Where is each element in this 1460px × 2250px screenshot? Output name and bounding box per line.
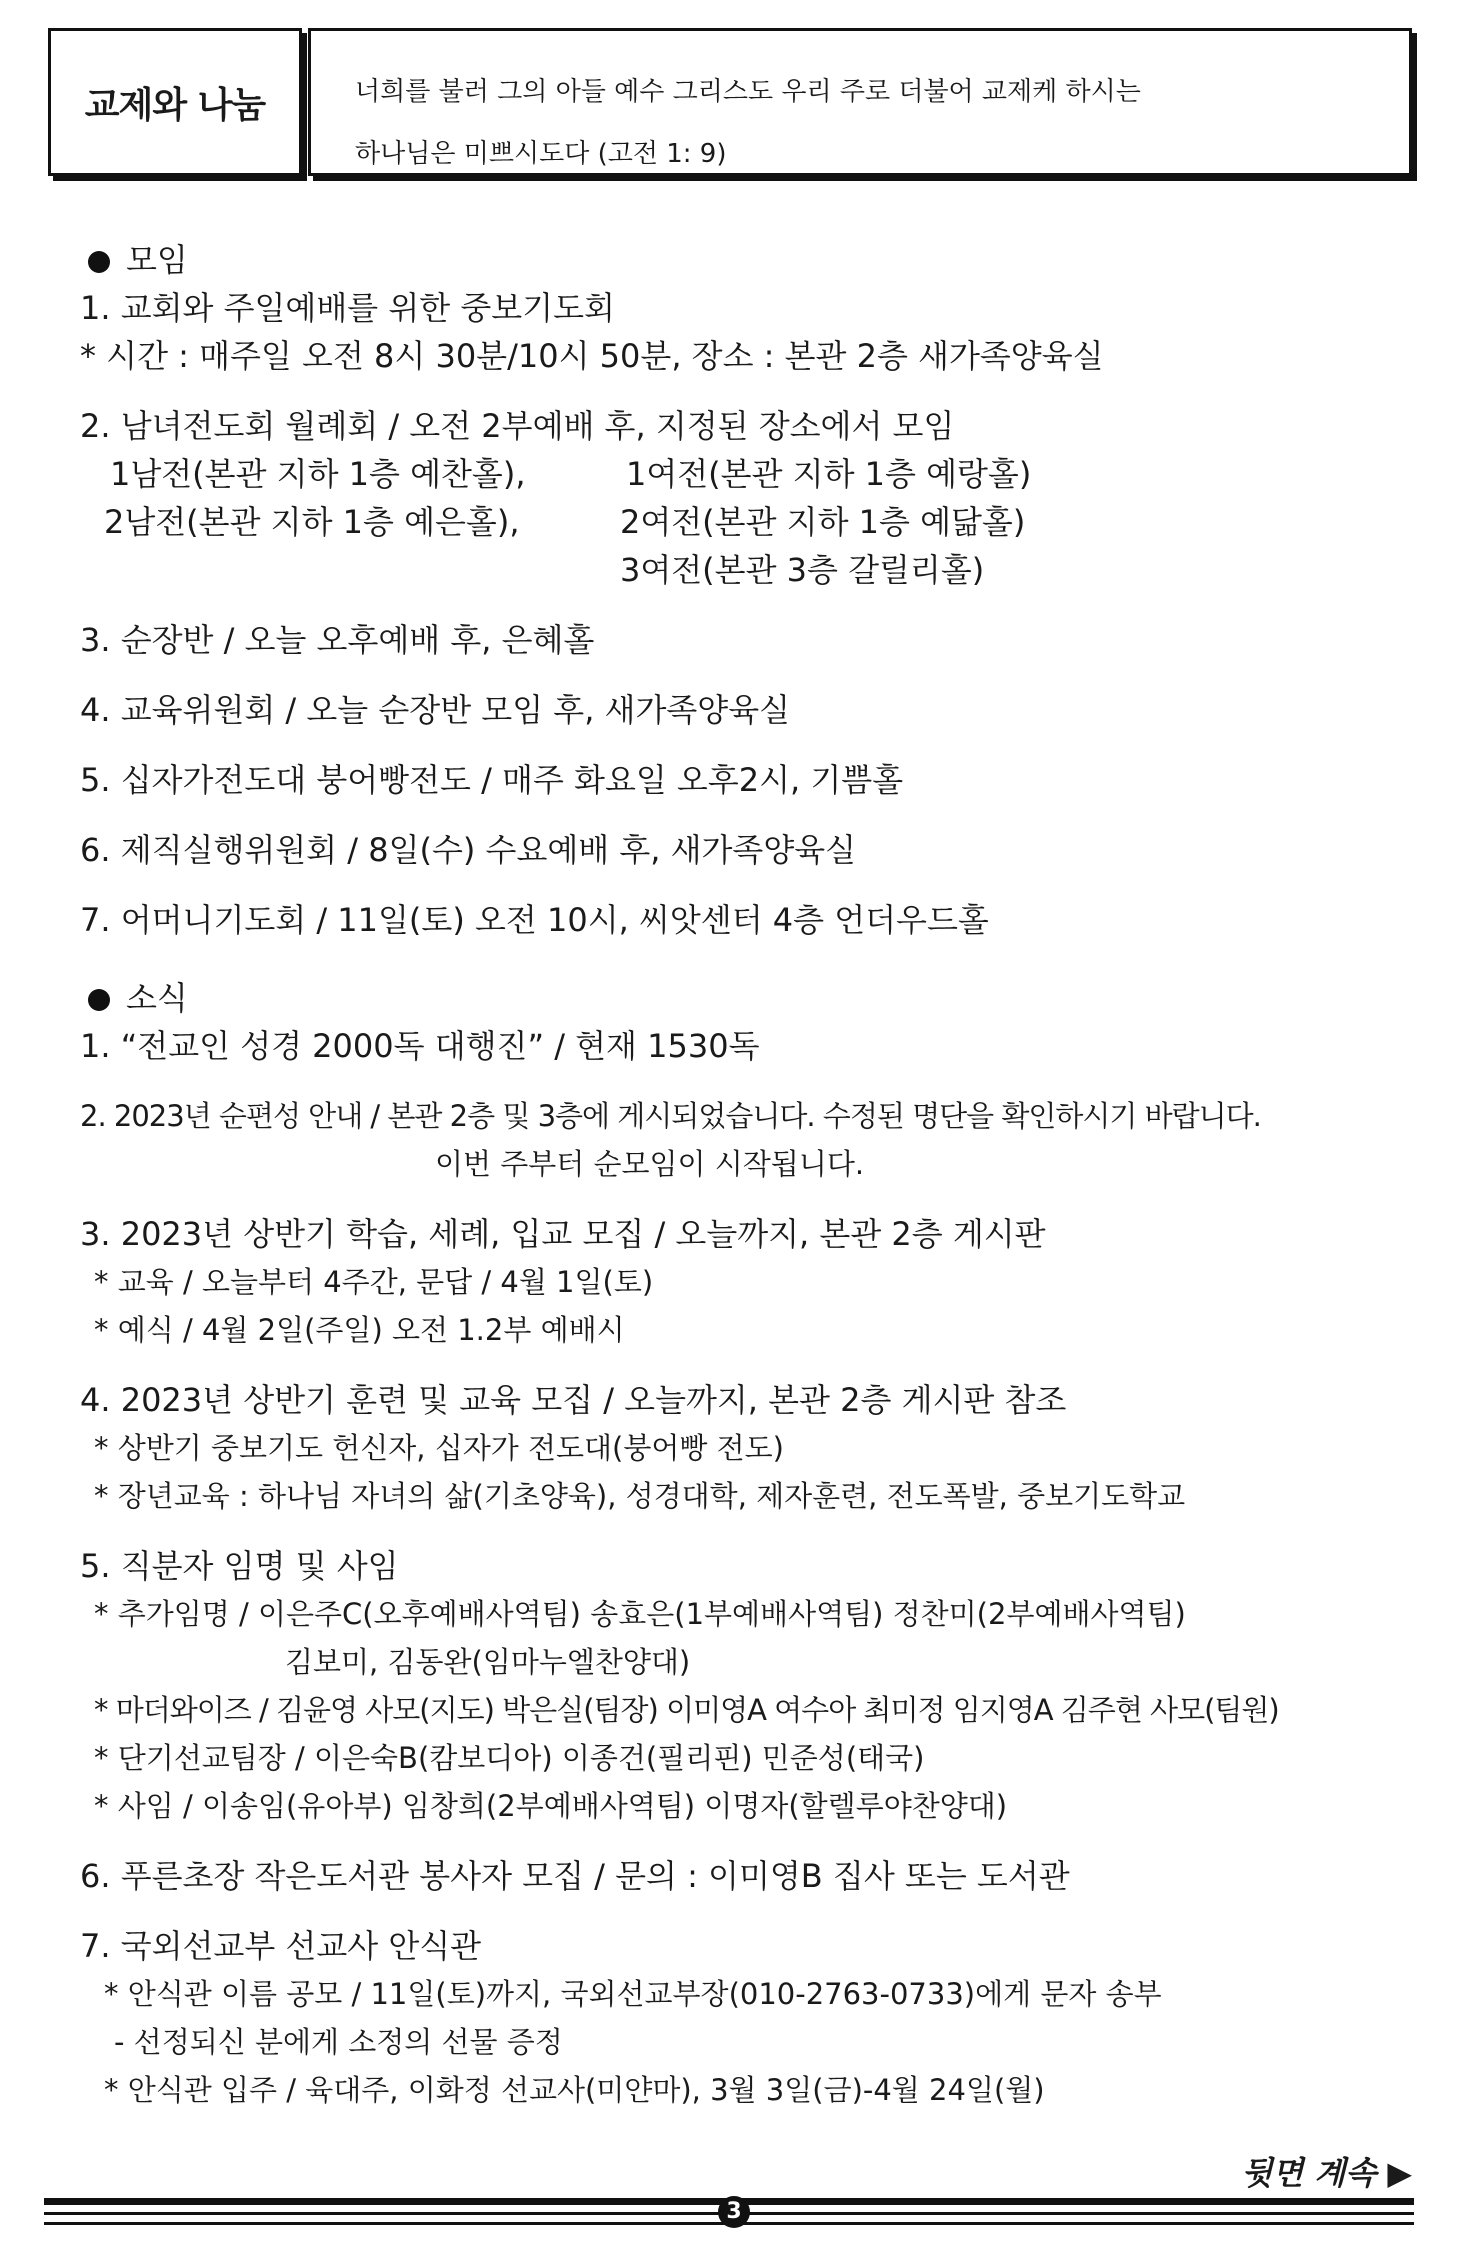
meeting-item-1-detail: * 시간 : 매주일 오전 8시 30분/10시 50분, 장소 : 본관 2층 새가족양육실 <box>80 337 1104 375</box>
news-item-2: 2. 2023년 순편성 안내 / 본관 2층 및 3층에 게시되었습니다. 수정된 명단을 확인하시기 바랍니다. <box>80 1099 1261 1133</box>
news-item-5: 5. 직분자 임명 및 사임 <box>80 1547 399 1585</box>
meeting-item-3: 3. 순장반 / 오늘 오후예배 후, 은혜홀 <box>80 621 595 659</box>
news-item-3-detail-1: * 교육 / 오늘부터 4주간, 문답 / 4월 1일(토) <box>94 1265 654 1299</box>
meeting-item-6: 6. 제직실행위원회 / 8일(수) 수요예배 후, 새가족양육실 <box>80 831 857 869</box>
news-item-7-detail-3: * 안식관 입주 / 육대주, 이화정 선교사(미얀마), 3월 3일(금)-4월 24일(월) <box>104 2073 1045 2107</box>
news-item-4: 4. 2023년 상반기 훈련 및 교육 모집 / 오늘까지, 본관 2층 게시판 참조 <box>80 1381 1067 1419</box>
news-item-7-detail-1: * 안식관 이름 공모 / 11일(토)까지, 국외선교부장(010-2763-0733)에게 문자 송부 <box>104 1977 1162 2011</box>
news-item-7-detail-2: - 선정되신 분에게 소정의 선물 증정 <box>114 2025 563 2059</box>
meeting-item-2-row-1 <box>80 450 1420 498</box>
news-item-1: 1. “전교인 성경 2000독 대행진” / 현재 1530독 <box>80 1027 760 1065</box>
meeting-item-4: 4. 교육위원회 / 오늘 순장반 모임 후, 새가족양육실 <box>80 691 791 729</box>
meeting-item-7: 7. 어머니기도회 / 11일(토) 오전 10시, 씨앗센터 4층 언더우드홀 <box>80 901 989 939</box>
meeting-item-2: 2. 남녀전도회 월례회 / 오전 2부예배 후, 지정된 장소에서 모임 <box>80 407 955 445</box>
news-item-5-detail-2: * 마더와이즈 / 김윤영 사모(지도) 박은실(팀장) 이미영A 여수아 최미정 임지영A 김주현 사모(팀원) <box>94 1693 1279 1727</box>
news-item-5-detail-1: * 추가임명 / 이은주C(오후예배사역팀) 송효은(1부예배사역팀) 정찬미(2부예배사역팀) <box>94 1597 1186 1631</box>
verse-line-2: 하나님은 미쁘시도다 (고전 1: 9) <box>355 139 727 169</box>
male-group-2: 2남전(본관 지하 1층 예은홀), <box>104 503 520 541</box>
news-item-4-detail-2: * 장년교육 : 하나님 자녀의 삶(기초양육), 성경대학, 제자훈련, 전도폭발, 중보기도학교 <box>94 1479 1186 1513</box>
page-number: 3 <box>718 2196 750 2228</box>
verse-line-1: 너희를 불러 그의 아들 예수 그리스도 우리 주로 더불어 교제케 하시는 <box>355 77 1141 107</box>
meeting-item-2-row-2 <box>80 498 1420 546</box>
meeting-item-2-row-3 <box>80 546 1420 594</box>
main-content <box>80 236 1420 2114</box>
section-title: 교제와 나눔 <box>84 84 266 126</box>
news-item-5-detail-4: * 사임 / 이송임(유아부) 임창희(2부예배사역팀) 이명자(할렐루야찬양대) <box>94 1789 1008 1823</box>
news-item-6: 6. 푸른초장 작은도서관 봉사자 모집 / 문의 : 이미영B 집사 또는 도서관 <box>80 1857 1070 1895</box>
news-item-3: 3. 2023년 상반기 학습, 세례, 입교 모집 / 오늘까지, 본관 2층 게시판 <box>80 1215 1046 1253</box>
female-group-3: 3여전(본관 3층 갈릴리홀) <box>620 551 985 589</box>
bullet-dot-icon <box>88 251 110 273</box>
news-item-5-detail-3: * 단기선교팀장 / 이은숙B(캄보디아) 이종건(필리핀) 민준성(태국) <box>94 1741 925 1775</box>
news-item-4-detail-1: * 상반기 중보기도 헌신자, 십자가 전도대(붕어빵 전도) <box>94 1431 784 1465</box>
meeting-item-5: 5. 십자가전도대 붕어빵전도 / 매주 화요일 오후2시, 기쁨홀 <box>80 761 904 799</box>
bullet-dot-icon <box>88 989 110 1011</box>
news-item-7: 7. 국외선교부 선교사 안식관 <box>80 1927 482 1965</box>
meeting-item-1: 1. 교회와 주일예배를 위한 중보기도회 <box>80 289 615 327</box>
verse-box <box>308 28 1412 176</box>
news-item-3-detail-2: * 예식 / 4월 2일(주일) 오전 1.2부 예배시 <box>94 1313 625 1347</box>
male-group-1: 1남전(본관 지하 1층 예찬홀), <box>110 455 526 493</box>
female-group-1: 1여전(본관 지하 1층 예랑홀) <box>626 455 1032 493</box>
news-item-5-detail-1-cont: 김보미, 김동완(임마누엘찬양대) <box>285 1645 691 1679</box>
meetings-heading: 모임 <box>80 236 1420 284</box>
section-title-box <box>48 28 302 176</box>
continued-on-back: 뒷면 계속 ▶ <box>1241 2154 1412 2192</box>
female-group-2: 2여전(본관 지하 1층 예닮홀) <box>620 503 1026 541</box>
news-heading: 소식 <box>80 974 1420 1022</box>
news-item-2-cont: 이번 주부터 순모임이 시작됩니다. <box>435 1147 865 1181</box>
